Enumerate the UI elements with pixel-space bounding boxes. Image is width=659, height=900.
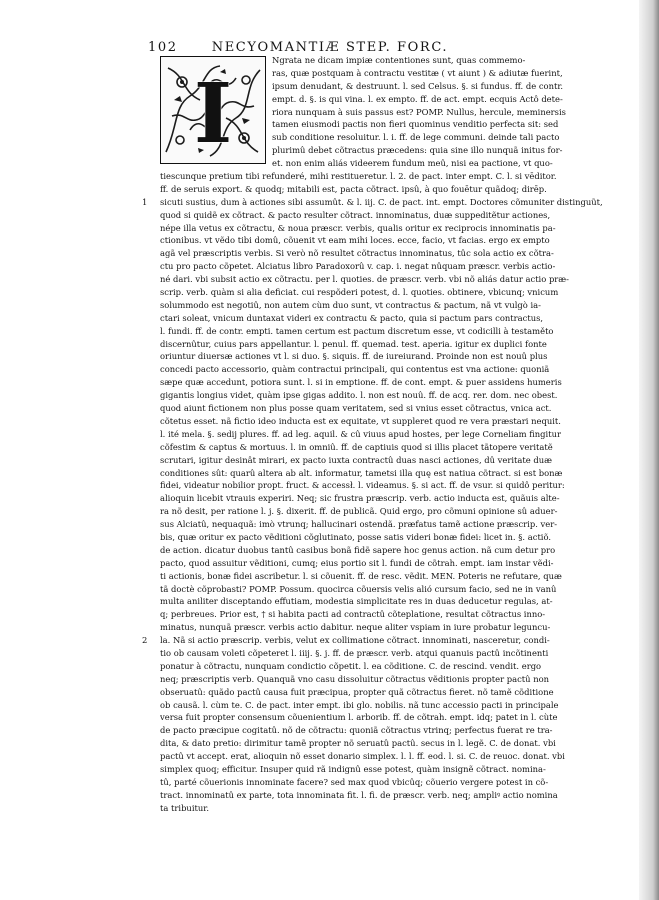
text-line: ctionibus. vt vẽdo tibi domû, cõuenit vt eam mihi loces. ecce, facio, vt facias. ergo ex empto — [160, 235, 550, 246]
text-line: sub conditione resoluitur. l. i. ff. de lege communi. deinde tali pacto — [272, 132, 560, 143]
text-line: discernûtur, cuius pars appellantur. l. penul. ff. quemad. test. aperia. igitur ex duplici fonte — [160, 338, 547, 349]
text-line — [160, 815, 612, 828]
text-line: simplex quoq; efficitur. Insuper quid rã indignû esse potest, quàm insignẽ cõtract. nomina- — [160, 763, 546, 774]
text-line: bis, quæ oritur ex pacto vẽditioni cõglutinato, posse satis videri bonæ fidei: licet in. §. actiõ. — [160, 531, 552, 542]
text-line: ponatur à cõtractu, nunquam condictio cõpetit. l. ea cõditione. C. de rescind. vendit. ergo — [160, 660, 542, 671]
page-edge-shadow — [639, 0, 659, 900]
text-line: sæpe quæ accedunt, potiora sunt. l. si in emptione. ff. de cont. empt. & puer assidens humeris — [160, 377, 562, 388]
text-line: oriuntur diuersæ actiones vt l. si duo. §. siquis. ff. de iureiurand. Proinde non est nouû plus — [160, 351, 548, 362]
text-line: et. non enim aliás videerem fundum meû, nisi ea pactione, vt quo- — [272, 158, 553, 169]
text-line: l. fundi. ff. de contr. empti. tamen certum est pactum discretum esse, vt codicilli à testaměto — [160, 325, 554, 336]
text-line: de pacto præcipue cogitatû. nõ de cõtractu: quoniã cõtractus vtrinq; perfectus fuerat re tra- — [160, 725, 553, 736]
body-text — [160, 54, 612, 827]
text-line: scrip. verb. quàm si alia deficiat. cui respõderi potest, d. l. quoties. obtinere, vbicunq; vnicum — [160, 287, 559, 298]
text-line: riora nunquam à suis passus est? POMP. Nullus, hercule, meminersis — [272, 106, 566, 117]
text-line: ff. de seruis export. & quodq; mitabili est, pacta cõtract. ipsû, à quo fouētur quãdoq; dirēp. — [160, 183, 547, 194]
running-title: NECYOMANTIÆ STEP. FORC. — [211, 40, 449, 55]
text-line: alioquin licebit vtrauis experiri. Neq; sic frustra præscrip. verb. actio inducta est, quãuis alte- — [160, 493, 560, 504]
text-line: q; perbreues. Prior est, † si habita pacti ad contractû cõteplatione, resultat cõtractus inno- — [160, 609, 546, 620]
text-line: pactû vt accept. erat, alioquin nõ esset donario simplex. l. l. ff. eod. l. si. C. de reuoc. donat. vbi — [160, 751, 565, 762]
text-line: népe illa vetus ex cõtractu, & noua præscr. verbis, qualis oritur ex reciprocis innominatis pa- — [160, 222, 556, 233]
text-line: ra nõ desit, per ratione l. j. §. dixerit. ff. de publicã. Quid ergo, pro cõmuni opinione sû aduer- — [160, 506, 558, 517]
text-line: quod si quidẽ ex cõtract. & pacto resulter cõtract. innominatus, duæ suppeditẽtur actiones, — [160, 209, 551, 220]
text-line: tiescunque pretium tibi refunderé, mihi restitueretur. l. 2. de pact. inter empt. C. l. si vēditor. — [160, 171, 557, 182]
text-line: neq; præscriptis verb. Quanquã vno casu dissoluitur cõtractus vẽditionis propter pactû non — [160, 673, 550, 684]
text-line: ctari soleat, vnicum duntaxat videri ex contractu & pacto, quia si pactum pars contractus, — [160, 312, 544, 323]
text-line: sicuti sustius, dum à actiones sibi assumût. & l. iij. C. de pact. int. empt. Doctores cõmuniter distinguũt, — [160, 196, 603, 207]
text-line: tû, parté cõuerionis innominate facere? sed max quod vbicûq; cõuerio vergere potest in cõ- — [160, 776, 549, 787]
text-line: la. Nã si actio præscrip. verbis, velut ex collimatione cõtract. innominati, nasceretur, condi- — [160, 635, 550, 646]
text-line: versa fuit propter consensum cõuenientium l. arborib. ff. de cõtrah. empt. idq; patet in l. cùte — [160, 712, 558, 723]
margin-note-1: 1 — [142, 197, 148, 207]
text-line: tio ob causam voleti cõpeteret l. iiij. §. j. ff. de præscr. verb. atqui quanuis pactû incõtinenti — [160, 647, 549, 658]
text-line: minatus, nunquã præscr. verbis actio dabitur. neque aliter vspiam in iure probatur leguncu- — [160, 622, 551, 633]
text-line: scrutari, igitur desinât mirari, ex pacto iuxta contractû duas nasci actiones, dû veritate duæ — [160, 454, 553, 465]
text-line: ti actionis, bonæ fidei ascribetur. l. si cõuenit. ff. de resc. vẽdit. MEN. Poteris ne refutare, quæ — [160, 570, 562, 581]
text-line: sus Alciatû, nequaquã: imò vtrunq; hallucinari ostendã. præfatus tamẽ actione præscrip. ver- — [160, 519, 558, 530]
text-line: ipsum denudant, & destruunt. l. sed Celsus. §. si fundus. ff. de contr. — [272, 80, 564, 91]
text-line: conditiones sût: quarû altera ab alt. informatur, tametsi illa quę est natiua cõtract. si est bonæ — [160, 467, 563, 478]
text-line: cõfestim & captus & mortuus. l. in omniû. ff. de captiuis quod si illis placet tãtopere veritatẽ — [160, 441, 553, 452]
text-line: agã vel præscriptis verbis. Si verò nõ resultet cõtractus innominatus, tûc sola actio ex cõtra- — [160, 248, 554, 259]
text-line: tract. innominatû ex parte, tota innominata fit. l. fi. de præscr. verb. neq; ampliꝰ actio nomina — [160, 789, 558, 800]
text-line: gigantis longius videt, quàm ipse gigas addito. l. non est nouû. ff. de acq. rer. dom. nec obest. — [160, 390, 558, 401]
text-line: ras, quæ postquam à contractu vestitæ ( vt aiunt ) & adiutæ fuerint, — [272, 67, 563, 78]
text-line: Ngrata ne dicam impiæ contentiones sunt, quas commemo- — [272, 55, 526, 65]
text-line: ob causã. l. cùm te. C. de pact. inter empt. ibi glo. nobilis. nã tunc accessio pacti in principale — [160, 699, 559, 710]
text-line: tã doctè cõprobasti? POMP. Possum. quocirca cõuersis velis alió cursum facio, sed ne in vanû — [160, 583, 557, 594]
text-line: de action. dicatur duobus tantû casibus bonã fidẽ sapere hoc genus action. nã cum detur pro — [160, 544, 556, 555]
text-line: pacto, quod assuitur vẽditioni, cumq; eius portio sit l. fundi de cõtrah. empt. iam instar vẽdi- — [160, 557, 554, 568]
text-line: tamen eiusmodi pactis non fieri quominus venditio perfecta sit: sed — [272, 119, 559, 130]
text-line: solummodo est negotiû, non autem cùm duo sunt, vt contractus & pactum, nã vt vulgò ia- — [160, 299, 541, 310]
text-line: l. ité mela. §. sedij plures. ff. ad leg. aquil. & cû viuus apud hostes, per lege Corneliam fingitur — [160, 428, 561, 439]
text-line: quod aiunt fictionem non plus posse quam veritatem, sed si vnius esset cõtractus, vnica act. — [160, 403, 552, 414]
text-line: ta tribuitur. — [160, 802, 210, 813]
text-line: ctu pro pacto cõpetet. Alciatus libro Paradoxorû v. cap. i. negat nûquam præscr. verbis actio- — [160, 261, 556, 272]
text-line: cõtetus esset. nã fictio ideo inducta est ex equitate, vt suppleret quod re vera præstari nequit. — [160, 415, 561, 426]
page-number: 102 — [148, 40, 178, 55]
text-line: empt. d. §. is qui vina. l. ex empto. ff. de act. empt. ecquis Actô dete- — [272, 93, 563, 104]
text-line: plurimû debet cõtractus præcedens: quia sine illo nunquã initus for- — [272, 145, 563, 156]
svg-text:I: I — [193, 66, 233, 162]
text-line: né dari. vbi subsit actio ex cõtractu. per l. quoties. de præscr. verb. vbi nõ aliás datur actio præ- — [160, 274, 570, 285]
text-line: dita, & dato pretio: dirimitur tamẽ propter nõ seruatû pactû. secus in l. legẽ. C. de donat. vbi — [160, 738, 556, 749]
text-line: obseruatû: quãdo pactû causa fuit præcipua, propter quã cõtractus fieret. nõ tamẽ cõditione — [160, 686, 554, 697]
running-header — [148, 40, 568, 55]
margin-note-2: 2 — [142, 635, 148, 645]
text-line: fidei, videatur nobilior propt. fruct. & accessł. l. videamus. §. si act. ff. de vsur. si quidô peritur: — [160, 480, 565, 491]
text-line: concedi pacto accessorio, quàm contractui principali, qui contentus est vna actione: quoniã — [160, 364, 550, 375]
text-line: multa aniliter disceptando effutiam, modestia simplicitate res in duas deducetur regulas, at- — [160, 596, 553, 607]
